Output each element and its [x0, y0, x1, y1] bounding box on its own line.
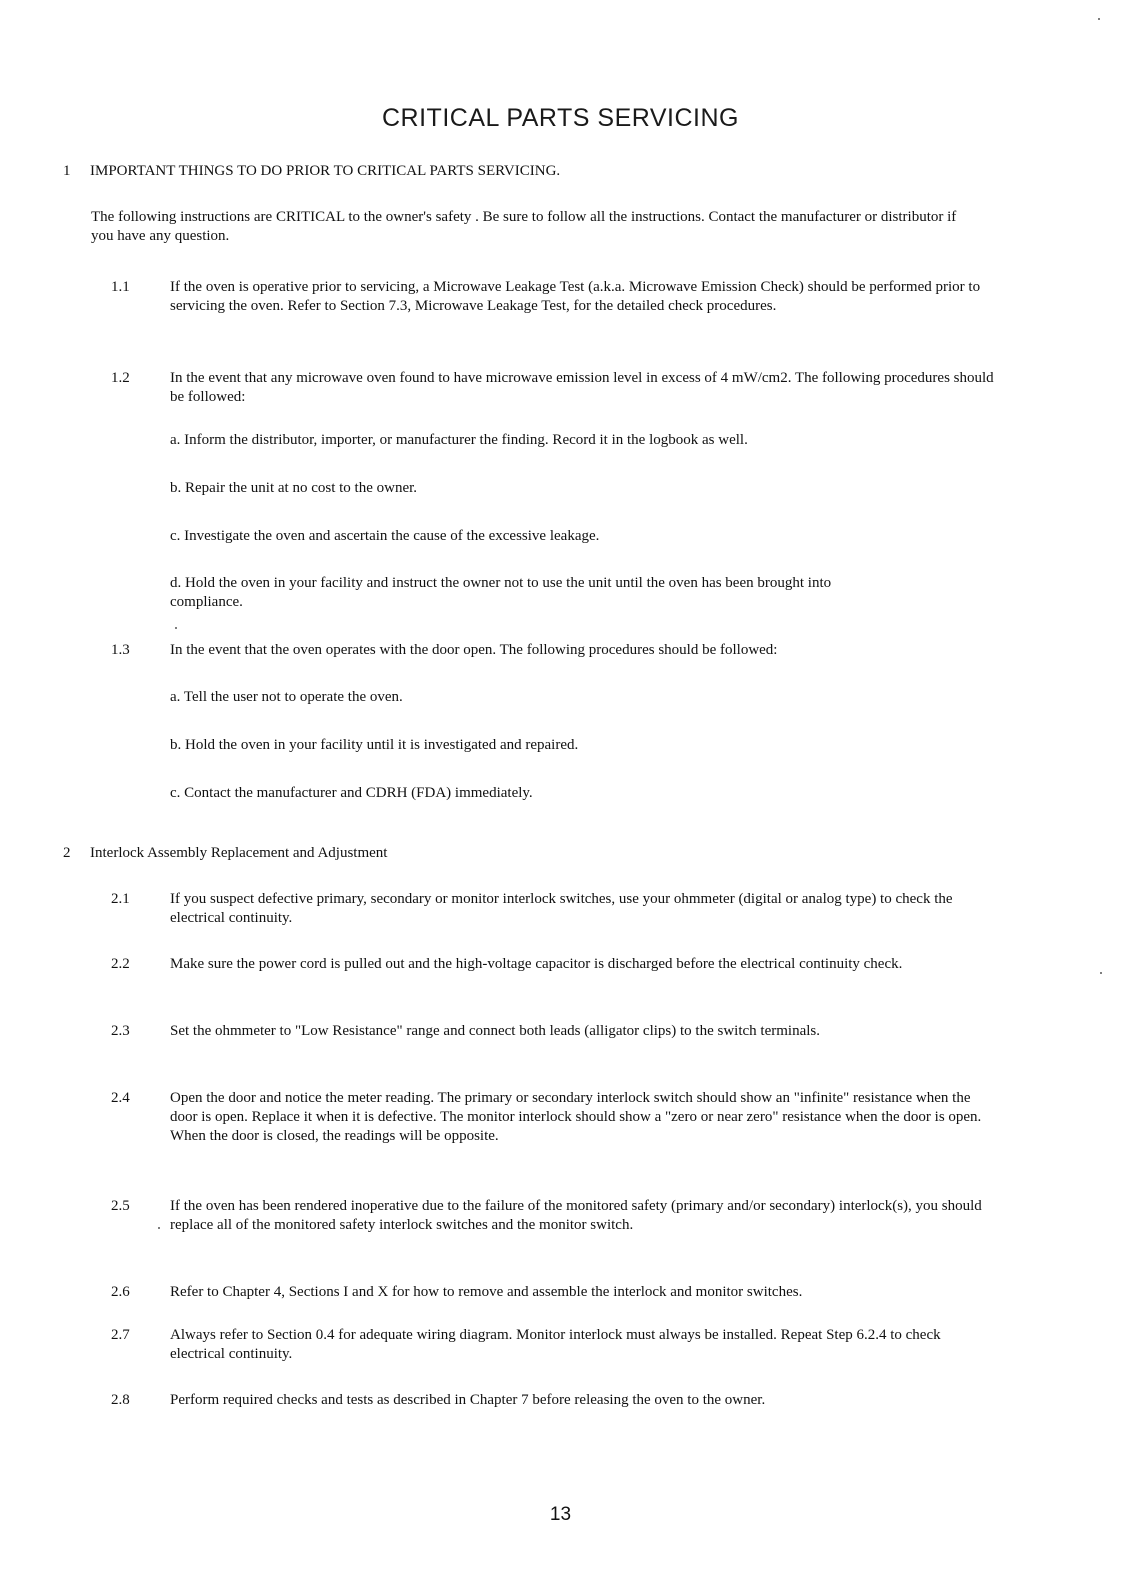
item-text: In the event that any microwave oven found to have microwave emission level in excess of 4 mW/cm2. The following procedures should be followed: [170, 370, 994, 405]
sub-item-1-2-a: a. Inform the distributor, importer, or manufacturer the finding. Record it in the logbook as well. [170, 432, 748, 448]
sub-item-1-3-b: b. Hold the oven in your facility until it is investigated and repaired. [170, 737, 579, 753]
sub-item-1-3-c: c. Contact the manufacturer and CDRH (FDA) immediately. [170, 785, 533, 801]
section-1-intro: The following instructions are CRITICAL to the owner's safety . Be sure to follow all the instructions. Contact the manufacturer or distributor if you have any question. [91, 209, 957, 244]
item-text: Set the ohmmeter to "Low Resistance" range and connect both leads (alligator clips) to the switch terminals. [170, 1023, 820, 1039]
item-number: 1.1 [111, 279, 130, 295]
item-number: 2.3 [111, 1023, 130, 1039]
scan-speck [175, 627, 177, 629]
sub-item-1-2-c: c. Investigate the oven and ascertain the cause of the excessive leakage. [170, 528, 600, 544]
item-number: 1.2 [111, 370, 130, 386]
scan-speck [1098, 18, 1100, 20]
item-text: If the oven is operative prior to servicing, a Microwave Leakage Test (a.k.a. Microwave Emission Check) should be performed prior to servicing the oven. Refer to Section 7.3, Microwave Leakage Test, for the detailed check procedures. [170, 279, 981, 314]
sub-item-1-2-b: b. Repair the unit at no cost to the owner. [170, 480, 418, 496]
item-number: 2.7 [111, 1327, 130, 1343]
sub-item-1-3-a: a. Tell the user not to operate the oven. [170, 689, 403, 705]
section-number: 2 [63, 845, 71, 861]
item-text: If the oven has been rendered inoperative due to the failure of the monitored safety (primary and/or secondary) interlock(s), you should replace all of the monitored safety interlock switches and the monitor switch. [170, 1198, 982, 1233]
item-text: If you suspect defective primary, secondary or monitor interlock switches, use your ohmmeter (digital or analog type) to check the electrical continuity. [170, 891, 953, 926]
scan-speck [1100, 972, 1102, 974]
item-number: 2.5 [111, 1198, 130, 1214]
item-text: Open the door and notice the meter reading. The primary or secondary interlock switch should show an "infinite" resistance when the door is open. Replace it when it is defective. The monitor interlock should show a "zero or near zero" resistance when the door is open. When the door is closed, the readings will be opposite. [170, 1090, 982, 1144]
scan-speck [158, 1227, 160, 1229]
page-title: CRITICAL PARTS SERVICING [382, 104, 739, 132]
item-number: 2.1 [111, 891, 130, 907]
item-text: In the event that the oven operates with the door open. The following procedures should be followed: [170, 642, 778, 658]
item-text: Refer to Chapter 4, Sections I and X for how to remove and assemble the interlock and monitor switches. [170, 1284, 803, 1300]
section-number: 1 [63, 163, 71, 179]
item-text: Make sure the power cord is pulled out and the high-voltage capacitor is discharged before the electrical continuity check. [170, 956, 903, 972]
sub-item-1-2-d: d. Hold the oven in your facility and instruct the owner not to use the unit until the oven has been brought into compliance. [170, 575, 832, 610]
item-number: 2.6 [111, 1284, 130, 1300]
section-title: IMPORTANT THINGS TO DO PRIOR TO CRITICAL PARTS SERVICING. [90, 163, 561, 179]
item-text: Always refer to Section 0.4 for adequate wiring diagram. Monitor interlock must always be installed. Repeat Step 6.2.4 to check electrical continuity. [170, 1327, 941, 1362]
item-number: 1.3 [111, 642, 130, 658]
item-number: 2.8 [111, 1392, 130, 1408]
page-number: 13 [549, 1504, 572, 1525]
item-number: 2.4 [111, 1090, 130, 1106]
section-title: Interlock Assembly Replacement and Adjustment [90, 845, 388, 861]
item-text: Perform required checks and tests as described in Chapter 7 before releasing the oven to the owner. [170, 1392, 766, 1408]
item-number: 2.2 [111, 956, 130, 972]
